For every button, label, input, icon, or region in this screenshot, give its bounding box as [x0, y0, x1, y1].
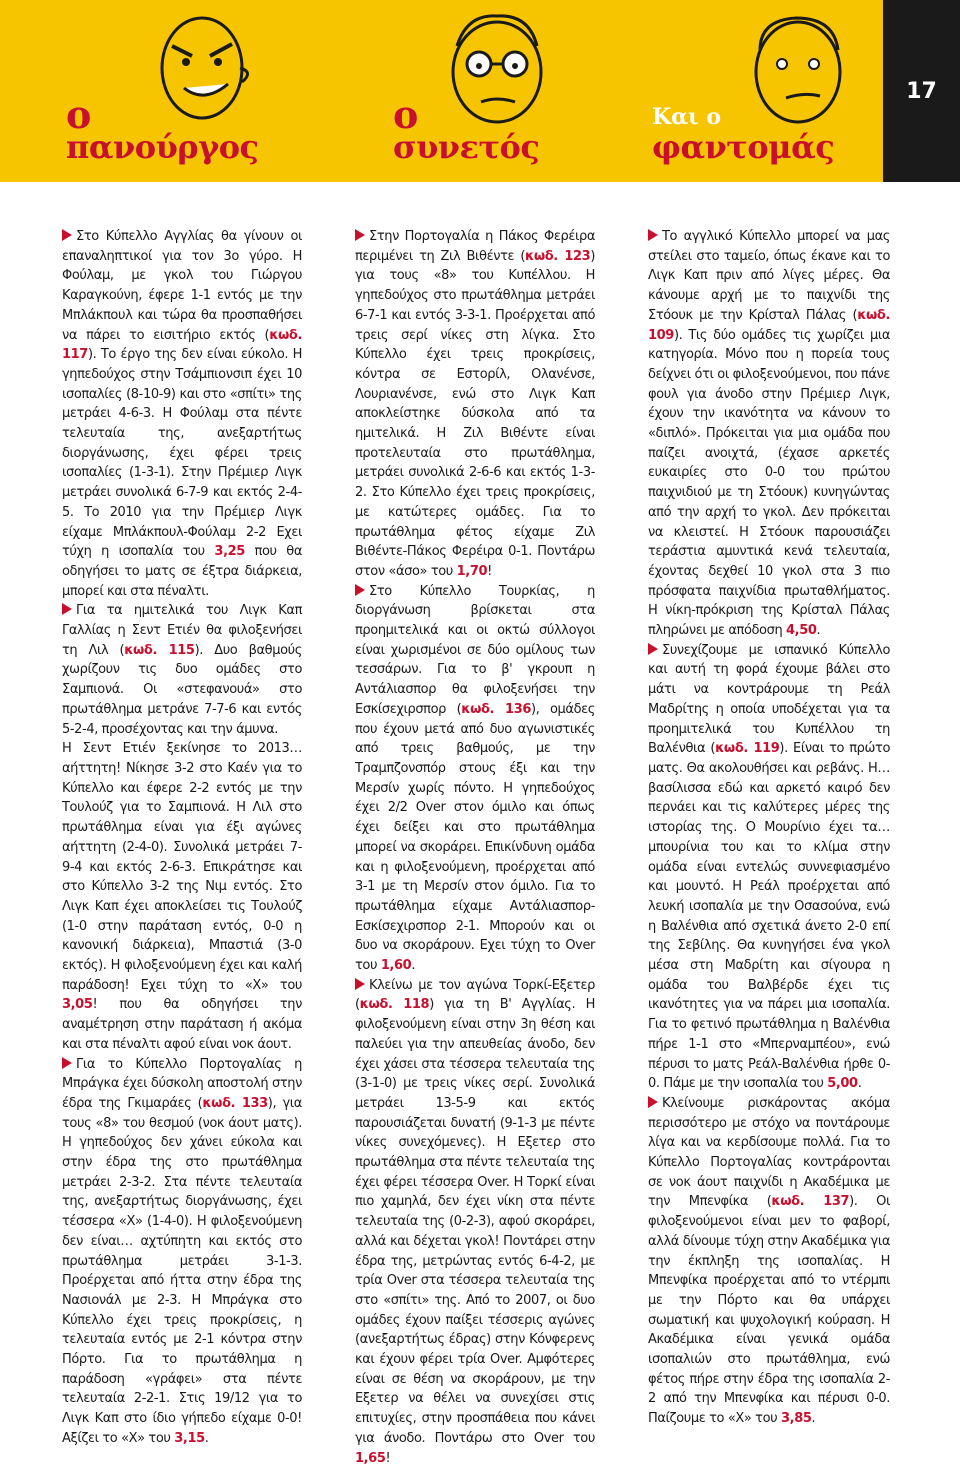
red-triangle-bullet-icon — [62, 229, 72, 241]
odd: 4,50 — [786, 623, 817, 639]
code: κωδ. 136 — [461, 701, 531, 717]
paragraph: Κλείνω με τον αγώνα Τορκί-Εξετερ (κωδ. 118) για τη Β' Αγγλίας. Η φιλοξενούμενη είναι στην 3η θέση και παλεύει για την απευθείας άνοδο, δεν έχει χάσει στα τέσσερα τελευταία της (3-1-0) με τρεις νίκες σερί. Συνολικά μετράει 13-5-9 και εκτός παρουσιάζεται δυνατή (9-1-3 με πέντε νίκες συνεχόμενες). Η Εξετερ στο πρωτάθλημα στα πέντε τελευταία της έχει φέρει τέσσερα Over. Η Τορκί είναι πιο χαμηλά, δεν έχει νίκη στα πέντε τελευταία της (0-2-3), αφού σκοράρει, αλλά και δέχεται γκολ! Ποντάρει στην έδρα της, μετρώντας εντός 6-4-2, με τρία Over στα τέσσερα τελευταία της στο «σπίτι» της. Από το 2007, οι δυο ομάδες έχουν παίξει τέσσερις αγώνες (ανεξαρτήτως έδρας) στην Κόνφερενς και έχουν φέρει τρία Over. Αμφότερες είναι σε θέση να σκοράρουν, με την Εξετερ να θέλει να συνεχίσει στις επιτυχίες, στην προσπάθεια που κάνει για άνοδο. Ποντάρω στο Over του 1,65! — [355, 977, 595, 1466]
paragraph: Συνεχίζουμε με ισπανικό Κύπελλο και αυτή τη φορά έχουμε βάλει στο μάτι να κοντράρουμε τη Ρεάλ Μαδρίτης η οποία υποδέχεται για τα προημιτελικά του Κυπέλλου τη Βαλένθια (κωδ. 119). Είναι το πρώτο ματς. Θα ακολουθήσει και ρεβάνς. Η… βασίλισσα εδώ και αρκετό καιρό δεν περνάει και τις καλύτερες μέρες της ιστορίας της. Ο Μουρίνιο έχει τα… μπουρίνια του και το κλίμα στην ομάδα είναι εντελώς συννεφιασμένο και μουντό. Η Ρεάλ προέρχεται από λευκή ισοπαλία με την Οσασούνα, ενώ η Βαλένθια από σχετικά άνετο 2-0 επί της Σεβίλης. Θα κυνηγήσει ένα γκολ μέσα στη Μαδρίτη και σίγουρα η ομάδα του Βαλβέρδε έχει τις ικανότητες για να πάρει μια ισοπαλία. Για το φετινό πρωτάθλημα η Βαλένθια πήρε 1-1 στο «Μπερναμπέου», ενώ πέρυσι το ματς Ρεάλ-Βαλένθια ήρθε 0-0. Πάμε με την ισοπαλία του 5,00. — [648, 642, 890, 1092]
smirking-face-icon — [734, 6, 864, 131]
panel-fantomas — [650, 0, 880, 182]
red-triangle-bullet-icon — [62, 1057, 72, 1069]
odd: 3,05 — [62, 997, 93, 1013]
odd: 5,00 — [827, 1076, 858, 1092]
panel2-title: συνετός — [393, 128, 540, 166]
code: κωδ. 117 — [62, 327, 302, 363]
paragraph: Για τα ημιτελικά του Λιγκ Καπ Γαλλίας η Σεντ Ετιέν θα φιλοξενήσει τη Λιλ (κωδ. 115). Δυο βαθμούς χωρίζουν τις δυο ομάδες στο Σαμπιονά. Οι «στεφανουά» στο πρωτάθλημα μετράνε 7-7-6 και εντός 5-2-4, προσέχοντας και την άμυνα. — [62, 603, 302, 737]
code: κωδ. 115 — [124, 642, 195, 658]
code: κωδ. 109 — [648, 307, 890, 343]
red-triangle-bullet-icon — [648, 643, 658, 655]
panel1-article: ο — [66, 92, 92, 137]
red-triangle-bullet-icon — [355, 978, 365, 990]
red-triangle-bullet-icon — [355, 229, 365, 241]
odd: 3,15 — [174, 1430, 205, 1446]
paragraph: Στην Πορτογαλία η Πάκος Φερέιρα περιμένει τη Ζιλ Βιθέντε (κωδ. 123) για τους «8» του Κυπέλλου. Η γηπεδούχος στο πρωτάθλημα μετράει 6-7-1 και εντός 3-3-1. Προέρχεται από τρεις σερί νίκες στη λίγκα. Στο Κύπελλο έχει τρεις προκρίσεις, κόντρα σε Εστορίλ, Ολανένσε, Λουριανένσε, ενώ στο Λιγκ Καπ αποκλείστηκε δύσκολα από τα ημιτελικά. Η Ζιλ Βιθέντε είναι προτελευταία στο πρωτάθλημα, μετράει συνολικά 2-6-6 και εκτός 1-3-2. Στο Κύπελλο έχει τρεις προκρίσεις, με κατώτερες ομάδες. Για το πρωτάθλημα φέτος είχαμε Ζιλ Βιθέντε-Πάκος Φερέιρα 0-1. Ποντάρω στον «άσο» του 1,70! — [355, 229, 595, 579]
paragraph: Στο Κύπελλο Τουρκίας, η διοργάνωση βρίσκεται στα προημιτελικά και οι οκτώ σύλλογοι είναι χωρισμένοι σε δύο ομίλους των τεσσάρων. Για το β' γκρουπ η Αντάλιασπορ θα φιλοξενήσει την Εσκίσεχιρσπορ (κωδ. 136), ομάδες που έχουν μετά από δυο αγωνιστικές από τρεις βαθμούς, με την Τραμπζονσπόρ στους έξι και την Μερσίν χωρίς πόντο. Η γηπεδούχος έχει 2/2 Over στον όμιλο και όπως έχει δείξει και στο πρωτάθλημα μπορεί να σκοράρει. Επικίνδυνη ομάδα και η φιλοξενούμενη, προέρχεται από 3-1 με τη Μερσίν στον όμιλο. Για το πρωτάθλημα είχαμε Αντάλιασπορ-Εσκίσεχιρσπορ 2-1. Μπορούν και οι δυο να σκοράρουν. Εχει τύχη το Over του 1,60. — [355, 583, 595, 974]
code: κωδ. 137 — [771, 1194, 850, 1210]
red-triangle-bullet-icon — [648, 1096, 658, 1108]
paragraph: Η Σεντ Ετιέν ξεκίνησε το 2013… αήττητη! Νίκησε 3-2 στο Καέν για το Κύπελλο και έφερε 2-2 εντός με την Τουλούζ για το Σαμπιονά. Η Λιλ στο πρωτάθλημα είναι για έξι αγώνες αήττητη (2-4-0). Συνολικά μετράει 7-9-4 και εκτός 2-6-3. Επικράτησε και στο Κύπελλο 3-2 της Νιμ εντός. Στο Λιγκ Καπ έχει αποκλείσει τις Τουλούζ (1-0 στην παράταση εντός, 0-0 η κανονική διάρκεια), Μπαστιά (3-0 εκτός). Η φιλοξενούμενη έχει και καλή παράδοση! Εχει τύχη το «Χ» του 3,05! που θα οδηγήσει την αναμέτρηση στην παράταση ή ακόμα και στα πέναλτι αφού είναι νοκ άουτ. — [62, 741, 302, 1052]
odd: 3,85 — [781, 1411, 812, 1427]
code: κωδ. 133 — [202, 1095, 268, 1111]
odd: 1,65 — [355, 1450, 386, 1466]
paragraph: Στο Κύπελλο Αγγλίας θα γίνουν οι επαναληπτικοί για τον 3ο γύρο. Η Φούλαμ, με γκολ του Γιώργου Καραγκούνη, έφερε 1-1 εντός με την Μπλάκπουλ και τώρα θα προσπαθήσει να πάρει το εισιτήριο εκτός (κωδ. 117). Το έργο της δεν είναι εύκολο. Η γηπεδούχος στην Τσάμπιονσιπ έχει 10 ισοπαλίες (8-10-9) και στο «σπίτι» της μετράει 4-6-3. Η Φούλαμ στα πέντε τελευταία της, ανεξαρτήτως διοργάνωσης, έχει φέρει τρεις ισοπαλίες (1-3-1). Στην Πρέμιερ Λιγκ μετράει συνολικά 6-7-9 και εκτός 2-4-5. Το 2010 για την Πρέμιερ Λιγκ είχαμε Μπλάκπουλ-Φούλαμ 2-2 Εχει τύχη η ισοπαλία του 3,25 που θα οδηγήσει το ματς σε έξτρα διάρκεια, μπορεί και στα πέναλτι. — [62, 229, 302, 599]
panel-panourgos — [62, 0, 302, 182]
odd: 1,70 — [456, 563, 488, 579]
panel-synetos — [385, 0, 625, 182]
column-2 — [355, 227, 595, 1468]
paragraph: Για το Κύπελλο Πορτογαλίας η Μπράγκα έχει δύσκολη αποστολή στην έδρα της Γκιμαράες (κωδ. 133), για τους «8» του θεσμού (νοκ άουτ ματς). Η γηπεδούχος δεν χάνει εύκολα και στην έδρα της στο πρωτάθλημα μετράει 2-3-2. Στα πέντε τελευταία της, ανεξαρτήτως διοργάνωσης, έχει τέσσερα «Χ» (1-4-0). Η φιλοξενούμενη δεν είναι… αχτύπητη και εκτός στο πρωτάθλημα μετράει 3-1-3. Προέρχεται από ήττα στην έδρα της Νασιονάλ με 2-3. Η Μπράγκα στο Κύπελλο έχει τρεις προκρίσεις, η τελευταία εντός με 2-1 κόντρα στην Πόρτο. Για το πρωτάθλημα η παράδοση «γράφει» στα πέντε τελευταία 2-2-1. Στις 19/12 για το Λιγκ Καπ στο ίδιο γήπεδο είχαμε 0-0! Αξίζει το «Χ» του 3,15. — [62, 1056, 302, 1446]
red-triangle-bullet-icon — [355, 584, 365, 596]
code: κωδ. 123 — [525, 248, 591, 264]
red-triangle-bullet-icon — [62, 603, 72, 615]
header-band — [0, 0, 960, 182]
grinning-face-icon — [142, 6, 272, 126]
panel1-title: πανούργος — [66, 128, 259, 166]
glasses-face-icon — [427, 6, 567, 131]
code: κωδ. 119 — [715, 741, 780, 757]
column-3 — [648, 227, 890, 1429]
page-number: 17 — [883, 0, 960, 182]
odd: 1,60 — [380, 958, 412, 974]
odd: 3,25 — [214, 544, 245, 560]
panel3-title: φαντομάς — [652, 128, 835, 166]
red-triangle-bullet-icon — [648, 229, 658, 241]
column-1 — [62, 227, 302, 1449]
paragraph: Το αγγλικό Κύπελλο μπορεί να μας στείλει στο ταμείο, όπως έκανε και το Λιγκ Καπ πριν από λίγες μέρες. Θα κάνουμε αρχή με το παιχνίδι της Στόουκ με την Κρίσταλ Πάλας (κωδ. 109). Τις δύο ομάδες τις χωρίζει μια κατηγορία. Μόνο που η πορεία τους δείχνει ότι οι φιλοξενούμενοι, που πάνε φουλ για άνοδο στην Πρέμιερ Λιγκ, έχουν την ικανότητα να κάνουν το «διπλό». Πρόκειται για μια ομάδα που παίζει ανοιχτά, (έχασε αρκετές ευκαιρίες στο 0-0 του πρώτου παιχνιδιού με τη Στόουκ) κυνηγώντας από την αρχή το γκολ. Δεν πρόκειται να κλειστεί. Η Στόουκ παρουσιάζει τεράστια αμυντικά κενά τελευταία, έχοντας δεχθεί 10 γκολ στα 3 πιο πρόσφατα παιχνίδια πρωταθλήματος. Η νίκη-πρόκριση της Κρίσταλ Πάλας πληρώνει με απόδοση 4,50. — [648, 229, 890, 639]
panel2-article: ο — [393, 92, 419, 137]
code: κωδ. 118 — [359, 997, 430, 1013]
panel3-pre: Και ο — [652, 104, 722, 130]
paragraph: Κλείνουμε ρισκάροντας ακόμα περισσότερο με στόχο να ποντάρουμε λίγα και να κερδίσουμε πολλά. Για το Κύπελλο Πορτογαλίας κοντράρονται σε νοκ άουτ παιχνίδι η Ακαδέμικα με την Μπενφίκα (κωδ. 137). Οι φιλοξενούμενοι είναι μεν το φαβορί, αλλά δίνουμε τύχη στην Ακαδέμικα για την έκπληξη της ισοπαλίας. Η Μπενφίκα προέρχεται από το ντέρμπι με την Πόρτο και θα υπάρχει σωματική και ψυχολογική κούραση. Η Ακαδέμικα είναι γενικά ομάδα ισοπαλιών στο πρωτάθλημα, ενώ φέτος πήρε στην έδρα της ισοπαλία 2-2 από την Μπενφίκα και πέρυσι 0-0. Παίζουμε το «Χ» του 3,85. — [648, 1095, 890, 1427]
